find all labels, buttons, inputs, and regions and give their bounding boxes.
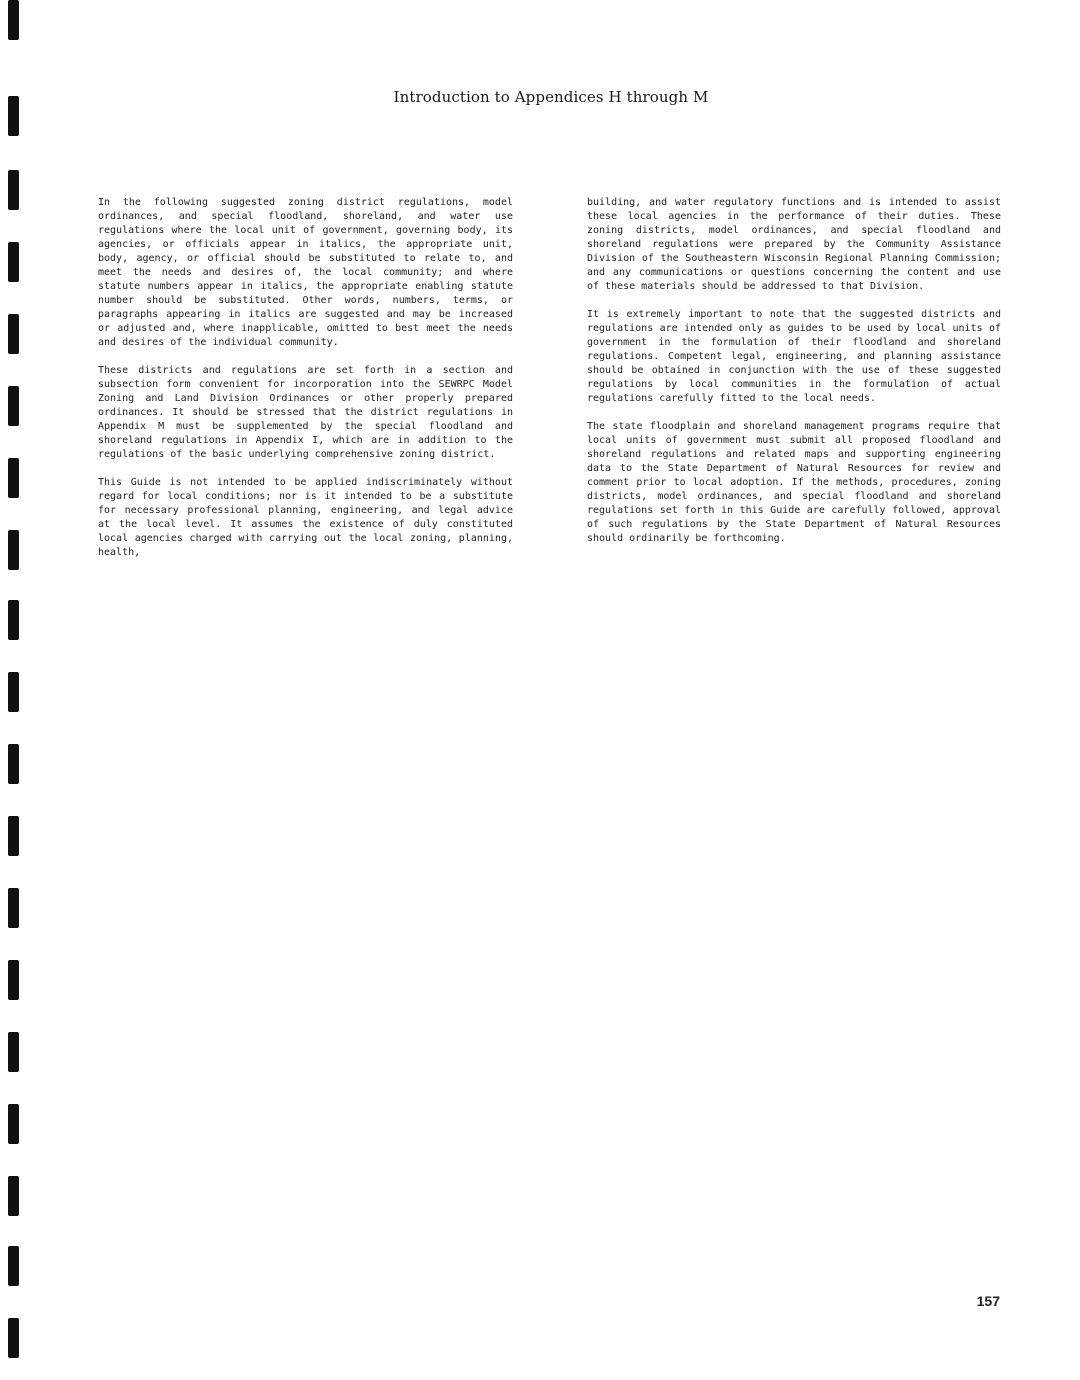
right-column bbox=[587, 196, 1001, 560]
binding-hole bbox=[8, 170, 19, 210]
binding-hole bbox=[8, 314, 19, 354]
binding-holes bbox=[6, 0, 26, 1380]
binding-hole bbox=[8, 386, 19, 426]
binding-hole bbox=[8, 816, 19, 856]
binding-hole bbox=[8, 600, 19, 640]
paragraph: The state floodplain and shoreland management programs require that local units of government must submit all proposed floodland and shoreland regulations and related maps and supporting engineering data to the State Department of Natural Resources for review and comment prior to local adoption. If the methods, procedures, zoning districts, model ordinances, and special floodland and shoreland regulations set forth in this Guide are carefully followed, approval of such regulations by the State Department of Natural Resources should ordinarily be forthcoming. bbox=[587, 421, 1001, 544]
binding-hole bbox=[8, 1176, 19, 1216]
page-title: Introduction to Appendices H through M bbox=[393, 88, 709, 106]
binding-hole bbox=[8, 1246, 19, 1286]
paragraph: This Guide is not intended to be applied indiscriminately without regard for local conditions; nor is it intended to be a substitute for necessary professional planning, engineering, and legal advice at the local level. It assumes the existence of duly constituted local agencies charged with carrying out the local zoning, planning, health, bbox=[98, 477, 513, 558]
binding-hole bbox=[8, 744, 19, 784]
binding-hole bbox=[8, 1104, 19, 1144]
paragraph: These districts and regulations are set forth in a section and subsection form convenient for incorporation into the SEWRPC Model Zoning and Land Division Ordinances or other properly prepared ordinances. It should be stressed that the district regulations in Appendix M must be supplemented by the special floodland and shoreland regulations in Appendix I, which are in addition to the regulations of the basic underlying comprehensive zoning district. bbox=[98, 365, 513, 460]
page-number: 157 bbox=[976, 1293, 1000, 1309]
binding-hole bbox=[8, 1032, 19, 1072]
left-column bbox=[98, 196, 513, 574]
binding-hole bbox=[8, 888, 19, 928]
binding-hole bbox=[8, 1318, 19, 1358]
paragraph: In the following suggested zoning district regulations, model ordinances, and special floodland, shoreland, and water use regulations where the local unit of government, governing body, its agencies, or officials appear in italics, the appropriate unit, body, agency, or official should be substituted to relate to, and meet the needs and desires of, the local community; and where statute numbers appear in italics, the appropriate enabling statute number should be substituted. Other words, numbers, terms, or paragraphs appearing in italics are suggested and may be increased or adjusted and, where inapplicable, omitted to best meet the needs and desires of the individual community. bbox=[98, 197, 513, 348]
binding-hole bbox=[8, 458, 19, 498]
paragraph: building, and water regulatory functions and is intended to assist these local agencies in the performance of their duties. These zoning districts, model ordinances, and special floodland and shoreland regulations were prepared by the Community Assistance Division of the Southeastern Wisconsin Regional Planning Commission; and any communications or questions concerning the content and use of these materials should be addressed to that Division. bbox=[587, 197, 1001, 292]
binding-hole bbox=[8, 242, 19, 282]
paragraph: It is extremely important to note that the suggested districts and regulations are intended only as guides to be used by local units of government in the formulation of their floodland and shoreland regulations. Competent legal, engineering, and planning assistance should be obtained in conjunction with the use of these suggested regulations by local communities in the formulation of actual regulations carefully fitted to the local needs. bbox=[587, 309, 1001, 404]
binding-hole bbox=[8, 960, 19, 1000]
binding-hole bbox=[8, 0, 19, 40]
binding-hole bbox=[8, 530, 19, 570]
binding-hole bbox=[8, 672, 19, 712]
